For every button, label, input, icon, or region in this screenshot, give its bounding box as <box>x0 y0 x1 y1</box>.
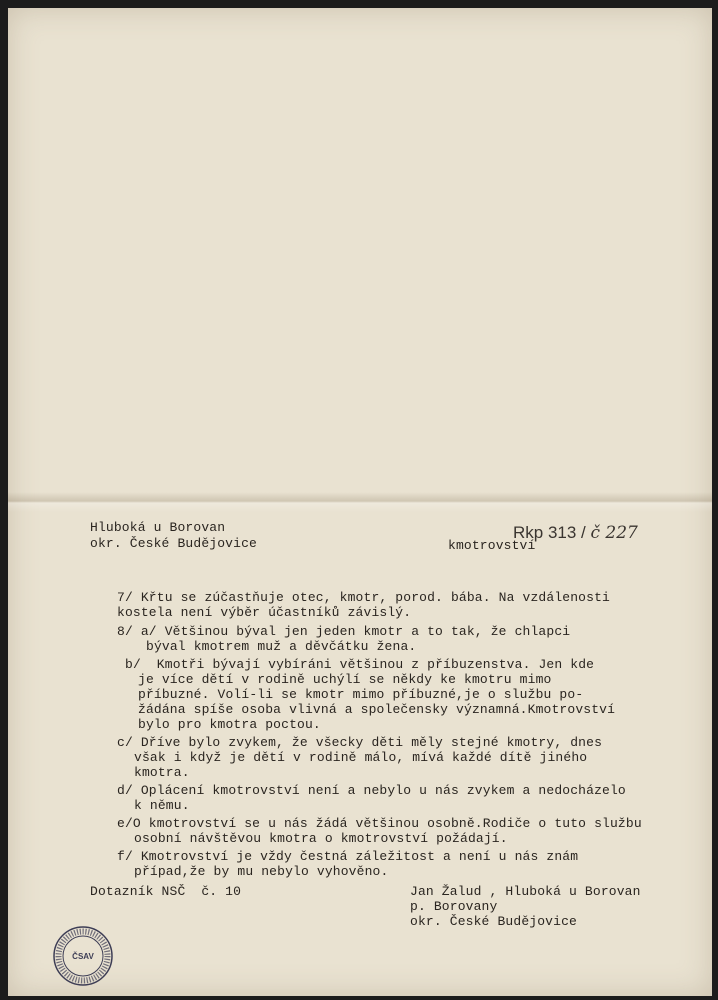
post-line: p. Borovany <box>410 899 498 914</box>
body-line: f/ Kmotrovství je vždy čestná záležitost a není u nás znám <box>117 849 579 864</box>
body-line: kmotra. <box>134 765 190 780</box>
body-line: je více dětí v rodině uchýlí se někdy ke kmotru mimo <box>138 672 552 687</box>
page-fold <box>8 492 712 512</box>
body-line: kostela není výběr účastníků závislý. <box>117 605 412 620</box>
subject-heading: kmotrovství <box>448 538 536 553</box>
body-line: příbuzné. Volí-li se kmotr mimo příbuzné,je o službu po- <box>138 687 584 702</box>
body-line: žádána spíše osoba vlivná a společensky významná.Kmotrovství <box>138 702 616 717</box>
body-line: 7/ Křtu se zúčastňuje otec, kmotr, porod. bába. Na vzdálenosti <box>117 590 610 605</box>
body-line: 8/ a/ Většinou býval jen jeden kmotr a to tak, že chlapci <box>117 624 571 639</box>
document-page <box>8 8 712 996</box>
body-line: k němu. <box>134 798 190 813</box>
place-line-2: okr. České Budějovice <box>90 536 257 551</box>
questionnaire-number: Dotazník NSČ č. 10 <box>90 884 242 899</box>
place-line-1: Hluboká u Borovan <box>90 520 226 535</box>
body-line: osobní návštěvou kmotra o kmotrovství požádají. <box>134 831 508 846</box>
catalog-number-printed: Rkp 313 / <box>513 523 586 542</box>
body-line: však i když je dětí v rodině málo, mívá každé dítě jiného <box>134 750 588 765</box>
body-line: případ,že by mu nebylo vyhověno. <box>134 864 389 879</box>
body-line: bylo pro kmotra poctou. <box>138 717 321 732</box>
institute-seal-stamp <box>45 926 121 986</box>
district-line: okr. České Budějovice <box>410 914 577 929</box>
seal-center-text: ČSAV <box>72 952 94 961</box>
body-line: b/ Kmotři bývají vybíráni většinou z příbuzenstva. Jen kde <box>125 657 595 672</box>
body-line: c/ Dříve bylo zvykem, že všecky děti měly stejné kmotry, dnes <box>117 735 603 750</box>
body-line: býval kmotrem muž a děvčátku žena. <box>146 639 417 654</box>
body-line: d/ Oplácení kmotrovství není a nebylo u nás zvykem a nedocházelo <box>117 783 626 798</box>
catalog-number <box>513 523 638 543</box>
author-line: Jan Žalud , Hluboká u Borovan <box>410 884 641 899</box>
body-line: e/O kmotrovství se u nás žádá většinou osobně.Rodiče o tuto službu <box>117 816 642 831</box>
catalog-number-handwritten: č 227 <box>590 523 638 543</box>
